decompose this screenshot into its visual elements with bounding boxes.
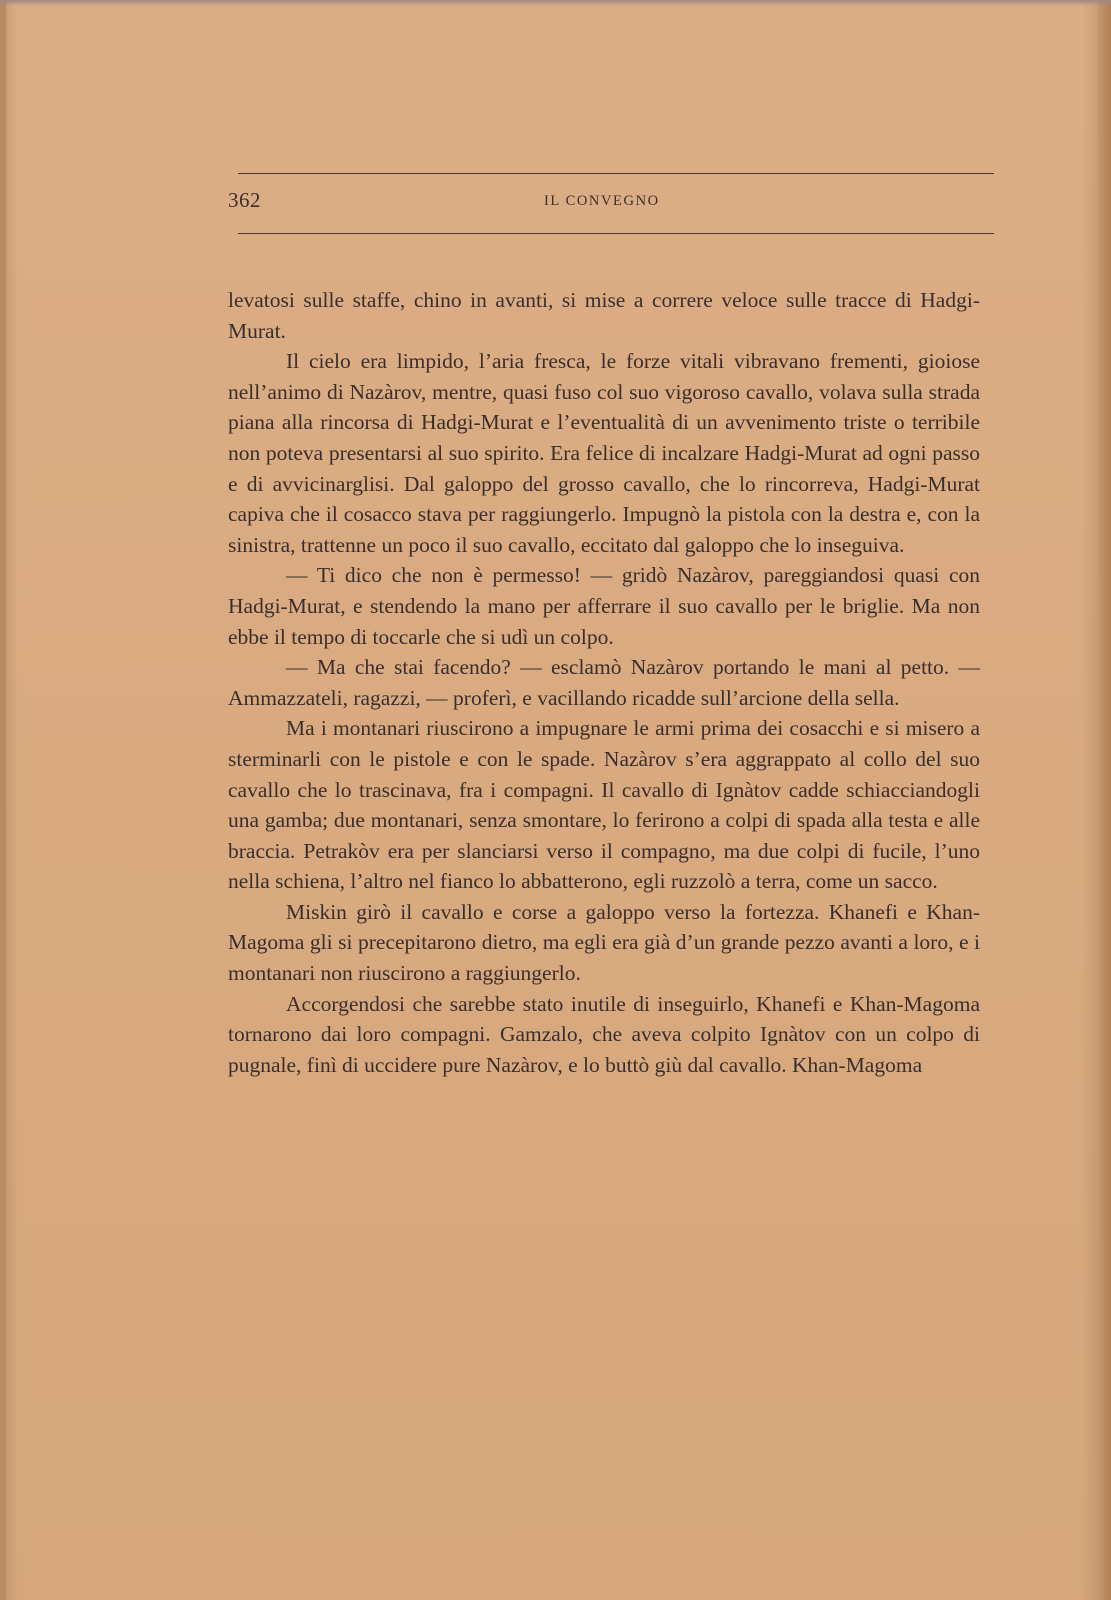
page-right-edge — [1097, 0, 1111, 1600]
paragraph: Ma i montanari riuscirono a impugnare le armi prima dei cosacchi e si misero a sterminarli con le pistole e con le spade. Nazàrov s’era aggrappato al collo del suo cavallo che lo trascinava, fra i compagni. Il cavallo di Ignàtov cadde schiacciandogli una gamba; due montanari, senza smontare, lo ferirono a colpi di spada alla testa e alle braccia. Petrakòv era per slanciarsi verso il compagno, ma due colpi di fucile, l’uno nella schiena, l’altro nel fianco lo abbatterono, egli ruzzolò a terra, come un sacco. — [228, 716, 980, 894]
paragraph: — Ma che stai facendo? — esclamò Nazàrov portando le mani al petto. — Ammazzateli, ragazzi, — proferì, e vacillando ricadde sull’arcione della sella. — [228, 655, 980, 710]
page-left-edge — [0, 0, 6, 1600]
paragraph: Accorgendosi che sarebbe stato inutile di inseguirlo, Khanefi e Khan-Magoma tornarono dai loro compagni. Gamzalo, che aveva colpito Ignàtov con un colpo di pugnale, finì di uccidere pure Nazàrov, e lo buttò giù dal cavallo. Khan-Magoma — [228, 991, 980, 1077]
page-number: 362 — [228, 188, 261, 212]
page-top-edge — [0, 0, 1111, 6]
paragraph: Il cielo era limpido, l’aria fresca, le forze vitali vibravano frementi, gioiose nell’animo di Nazàrov, mentre, quasi fuso col suo vigoroso cavallo, volava sulla strada piana alla rincorsa di Hadgi-Murat e l’eventualità di un avvenimento triste o terribile non poteva presentarsi al suo spirito. Era felice di incalzare Hadgi-Murat ad ogni passo e di avvicinarglisi. Dal galoppo del grosso cavallo, che lo rincorreva, Hadgi-Murat capiva che il cosacco stava per raggiungerlo. Impugnò la pistola con la destra e, con la sinistra, trattenne un poco il suo cavallo, eccitato dal galoppo che lo inseguiva. — [228, 349, 980, 557]
running-title: IL CONVEGNO — [544, 193, 660, 209]
running-header — [228, 188, 988, 220]
header-top-rule — [238, 173, 994, 174]
header-bottom-rule — [238, 233, 994, 234]
paragraph: Miskin girò il cavallo e corse a galoppo verso la fortezza. Khanefi e Khan-Magoma gli si precepitarono dietro, ma egli era già d’un grande pezzo avanti a loro, e i montanari non riuscirono a raggiungerlo. — [228, 899, 980, 986]
paragraph: levatosi sulle staffe, chino in avanti, si mise a correre veloce sulle tracce di Hadgi-Murat. — [228, 288, 980, 343]
body-text — [228, 285, 980, 1080]
paragraph: — Ti dico che non è permesso! — gridò Nazàrov, pareggiandosi quasi con Hadgi-Murat, e stendendo la mano per afferrare il suo cavallo per le briglie. Ma non ebbe il tempo di toccarle che si udì un colpo. — [228, 563, 980, 649]
